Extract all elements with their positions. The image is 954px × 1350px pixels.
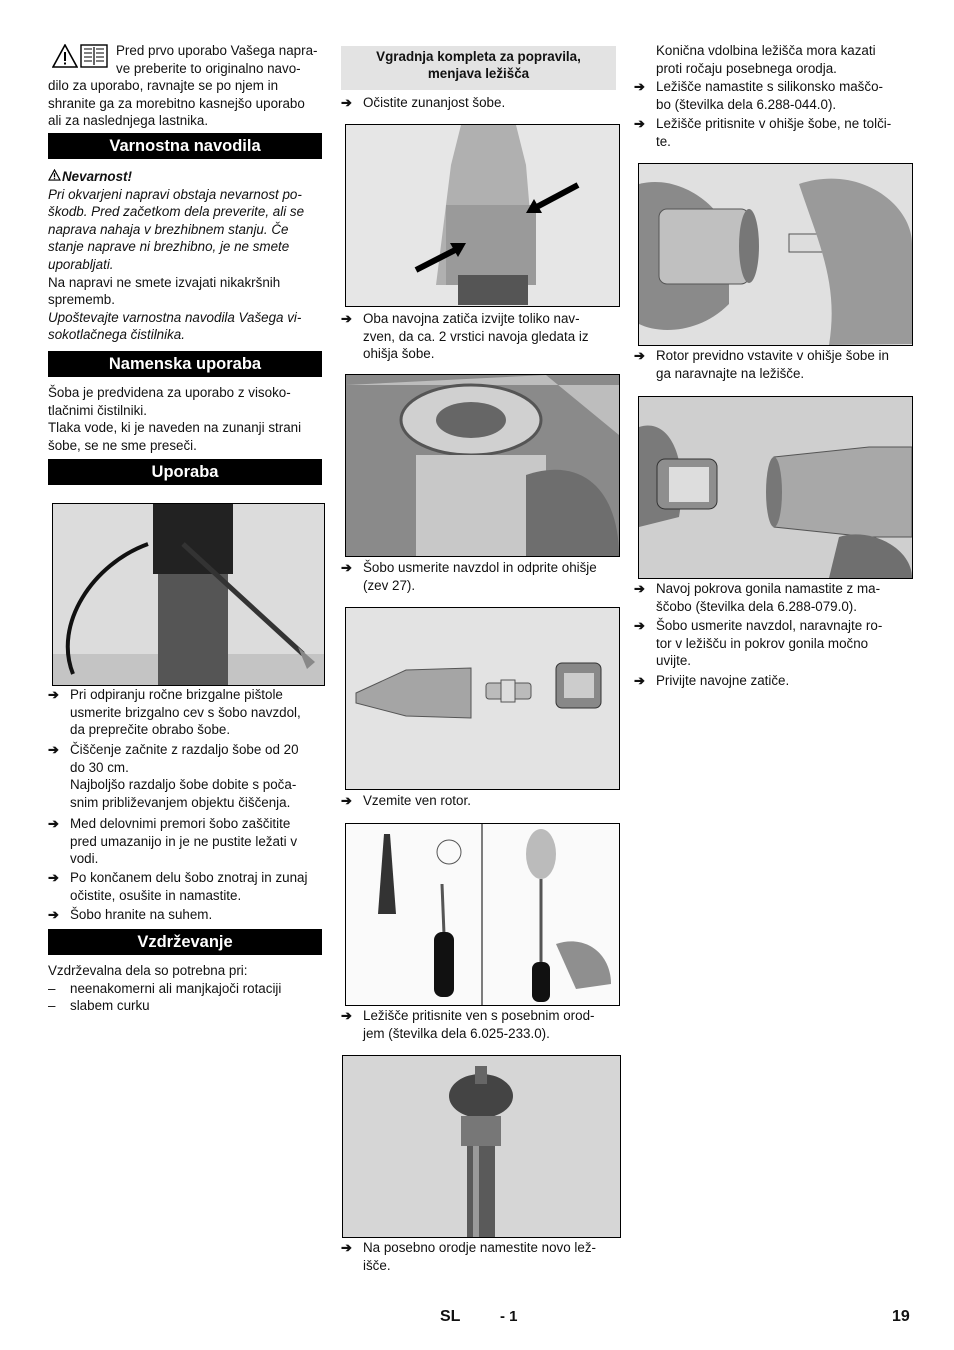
maintenance-text: Vzdrževalna dela so potrebna pri: – neenakomerni ali manjkajoči rotaciji – slabem curku — [48, 962, 323, 1015]
maintenance-item: – neenakomerni ali manjkajoči rotaciji — [48, 980, 282, 996]
photo-special-tool — [345, 823, 620, 1006]
arrow-right-icon: ➔ — [341, 1240, 352, 1255]
arrow-right-icon: ➔ — [341, 311, 352, 326]
arrow-right-icon: ➔ — [48, 816, 59, 831]
intro-line: ve preberite to originalno navo- — [116, 60, 301, 76]
arrow-right-icon: ➔ — [341, 560, 352, 575]
arrow-right-icon: ➔ — [341, 1008, 352, 1023]
arrow-right-icon: ➔ — [341, 95, 352, 110]
repair-step: ➔ Vzemite ven rotor. — [341, 793, 471, 808]
photo-inserting-rotor — [638, 396, 913, 579]
photo-wrench-opening-housing — [345, 374, 620, 557]
arrow-right-icon: ➔ — [634, 673, 645, 688]
section-heading-purpose: Namenska uporaba — [48, 351, 322, 377]
arrow-right-icon: ➔ — [48, 687, 59, 702]
small-warning-icon — [48, 168, 62, 186]
intro-line: dilo za uporabo, ravnajte se po njem in — [48, 78, 279, 94]
maintenance-item: – slabem curku — [48, 998, 150, 1014]
photo-disassembled-nozzle-parts — [345, 607, 620, 790]
use-step: ➔ Pri odpiranju ročne brizgalne pištole usmerite brizgalno cev s šobo navzdol, da preprečite obrabo šobe. — [48, 687, 301, 738]
arrow-right-icon: ➔ — [48, 742, 59, 757]
intro-text — [48, 42, 323, 130]
col3-step: ➔ Šobo usmerite navzdol, naravnajte ro- tor v ležišču in pokrov gonila močno uvijte. — [634, 618, 883, 669]
section-heading-repair: Vgradnja kompleta za popravila, menjava ležišča — [341, 46, 616, 90]
arrow-right-icon: ➔ — [634, 116, 645, 131]
arrow-right-icon: ➔ — [634, 348, 645, 363]
intro-line: Pred prvo uporabo Vašega napra- — [116, 43, 318, 58]
footer-language: SL — [440, 1308, 461, 1325]
repair-step: ➔ Oba navojna zatiča izvijte toliko nav- zven, da ca. 2 vrstici navoja gledata iz ohišja šobe. — [341, 311, 589, 362]
section-heading-safety: Varnostna navodila — [48, 133, 322, 159]
photo-nozzle-setscrews — [345, 124, 620, 307]
photo-person-with-spray-lance — [52, 503, 325, 686]
col3-step: ➔ Ležišče pritisnite v ohišje šobe, ne tolči- te. — [634, 116, 892, 149]
footer-page-number: 19 — [892, 1308, 910, 1325]
section-heading-maintenance: Vzdrževanje — [48, 929, 322, 955]
intro-line: shranite ga za morebitno kasnejšo uporabo — [48, 95, 305, 111]
col3-step: ➔ Navoj pokrova gonila namastite z ma- ščobo (številka dela 6.288-079.0). — [634, 581, 881, 614]
col3-continuation: Konična vdolbina ležišča mora kazati proti ročaju posebnega orodja. — [656, 43, 876, 76]
use-step: ➔ Med delovnimi premori šobo zaščitite pred umazanijo in je ne pustite ležati v vodi. — [48, 816, 298, 867]
section-heading-use: Uporaba — [48, 459, 322, 485]
arrow-right-icon: ➔ — [341, 793, 352, 808]
footer-section-number: - 1 — [500, 1308, 518, 1325]
arrow-right-icon: ➔ — [48, 907, 59, 922]
repair-step: ➔ Šobo usmerite navzdol in odprite ohišje (zev 27). — [341, 560, 597, 593]
use-step: ➔ Čiščenje začnite z razdaljo šobe od 20 do 30 cm. Najboljšo razdaljo šobe dobite s poča- snim približevanjem objektu čiščenja. — [48, 742, 299, 810]
arrow-right-icon: ➔ — [634, 581, 645, 596]
danger-label-row — [48, 168, 323, 186]
repair-step: ➔ Očistite zunanjost šobe. — [341, 95, 506, 110]
arrow-right-icon: ➔ — [634, 618, 645, 633]
arrow-right-icon: ➔ — [634, 79, 645, 94]
repair-step: ➔ Na posebno orodje namestite novo lež- išče. — [341, 1240, 596, 1273]
col3-step: ➔ Rotor previdno vstavite v ohišje šobe in ga naravnajte na ležišče. — [634, 348, 889, 381]
col3-step: ➔ Ležišče namastite s silikonsko maščo- bo (številka dela 6.288-044.0). — [634, 79, 883, 112]
photo-pressing-bearing-into-housing — [638, 163, 913, 346]
safety-section — [48, 168, 323, 344]
repair-step: ➔ Ležišče pritisnite ven s posebnim orod- jem (številka dela 6.025-233.0). — [341, 1008, 595, 1041]
intro-line: ali za naslednjega lastnika. — [48, 113, 209, 129]
safety-p1: Pri okvarjeni napravi obstaja nevarnost po- škodb. Pred začetkom dela preverite, ali se naprava nahaja v brezhibnem stanju. Če stanje naprave ni brezhibno, je ne smete uporabljati. — [48, 186, 305, 272]
safety-p3: Upoštevajte varnostna navodila Vašega vi- sokotlačnega čistilnika. — [48, 309, 302, 343]
use-step: ➔ Šobo hranite na suhem. — [48, 907, 213, 922]
purpose-text: Šoba je predvidena za uporabo z visoko- tlačnimi čistilniki. Tlaka vode, ki je naveden na zunanji strani šobe, se ne sme preseči. — [48, 385, 302, 453]
photo-bearing-on-tool — [342, 1055, 621, 1238]
arrow-right-icon: ➔ — [48, 870, 59, 885]
danger-label: Nevarnost! — [62, 169, 132, 184]
safety-p2: Na napravi ne smete izvajati nikakršnih sprememb. — [48, 274, 281, 308]
col3-step: ➔ Privijte navojne zatiče. — [634, 673, 790, 688]
use-step: ➔ Po končanem delu šobo znotraj in zunaj očistite, osušite in namastite. — [48, 870, 308, 903]
